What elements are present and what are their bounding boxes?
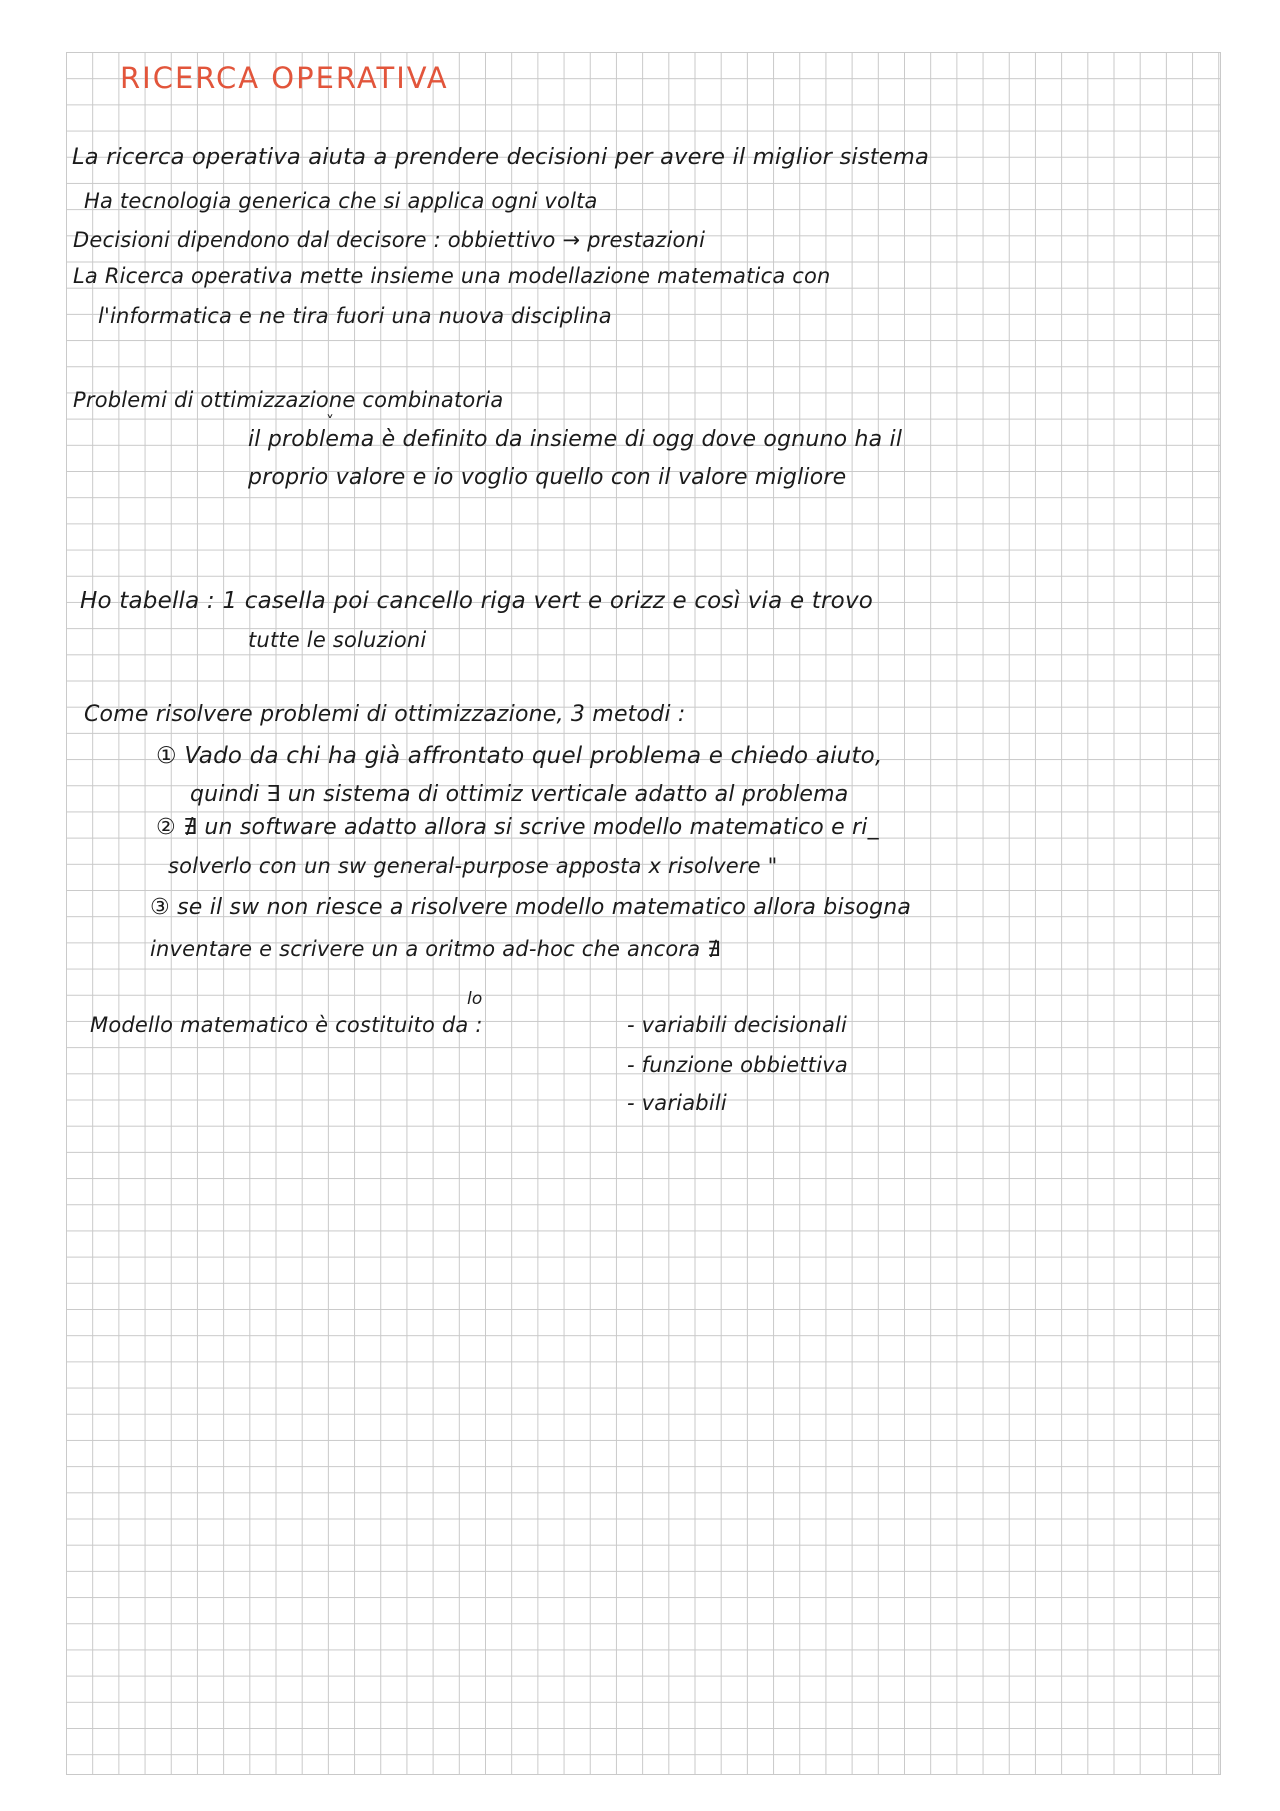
metodo-3-line-1: ③ se il sw non riesce a risolvere modello matematico allora bisogna: [150, 895, 912, 920]
metodi-heading: Come risolvere problemi di ottimizzazione, 3 metodi :: [84, 702, 686, 727]
metodo-3-line-2: inventare e scrivere un a oritmo ad-hoc che ancora ∄: [150, 937, 721, 961]
metodo-1-line-1: ① Vado da chi ha già affrontato quel problema e chiedo aiuto,: [156, 743, 883, 769]
modello-heading: Modello matematico è costituito da :: [90, 1013, 483, 1037]
combinatoria-line-2: proprio valore e io voglio quello con il valore migliore: [248, 465, 847, 490]
metodo-2-line-1: ② ∄ un software adatto allora si scrive modello matematico e ri_: [156, 815, 879, 840]
tabella-line-2: tutte le soluzioni: [248, 628, 427, 652]
intro-line-2: Ha tecnologia generica che si applica ogni volta: [84, 189, 598, 213]
metodo-1-line-2: quindi ∃ un sistema di ottimiz verticale adatto al problema: [190, 782, 849, 807]
combinatoria-line-1: il problema è definito da insieme di ogg dove ognuno ha il: [248, 427, 903, 452]
modello-item: - variabili decisionali: [627, 1013, 848, 1037]
intro-line-3: Decisioni dipendono dal decisore : obbiettivo → prestazioni: [73, 228, 706, 252]
correction-mark: ˅: [326, 412, 334, 431]
modello-item: - funzione obbiettiva: [627, 1053, 848, 1077]
intro-line-1: La ricerca operativa aiuta a prendere decisioni per avere il miglior sistema: [72, 144, 929, 170]
intro-line-4: La Ricerca operativa mette insieme una modellazione matematica con: [73, 264, 831, 288]
combinatoria-heading: Problemi di ottimizzazione combinatoria: [73, 388, 504, 412]
tabella-line-1: Ho tabella : 1 casella poi cancello riga vert e orizz e così via e trovo: [80, 588, 874, 614]
modello-superscript: lo: [467, 989, 483, 1009]
modello-item: - variabili: [627, 1091, 727, 1115]
page-title: RICERCA OPERATIVA: [120, 61, 449, 95]
intro-line-5: l'informatica e ne tira fuori una nuova disciplina: [98, 304, 612, 328]
metodo-2-line-2: solverlo con un sw general-purpose apposta x risolvere ": [168, 854, 778, 878]
